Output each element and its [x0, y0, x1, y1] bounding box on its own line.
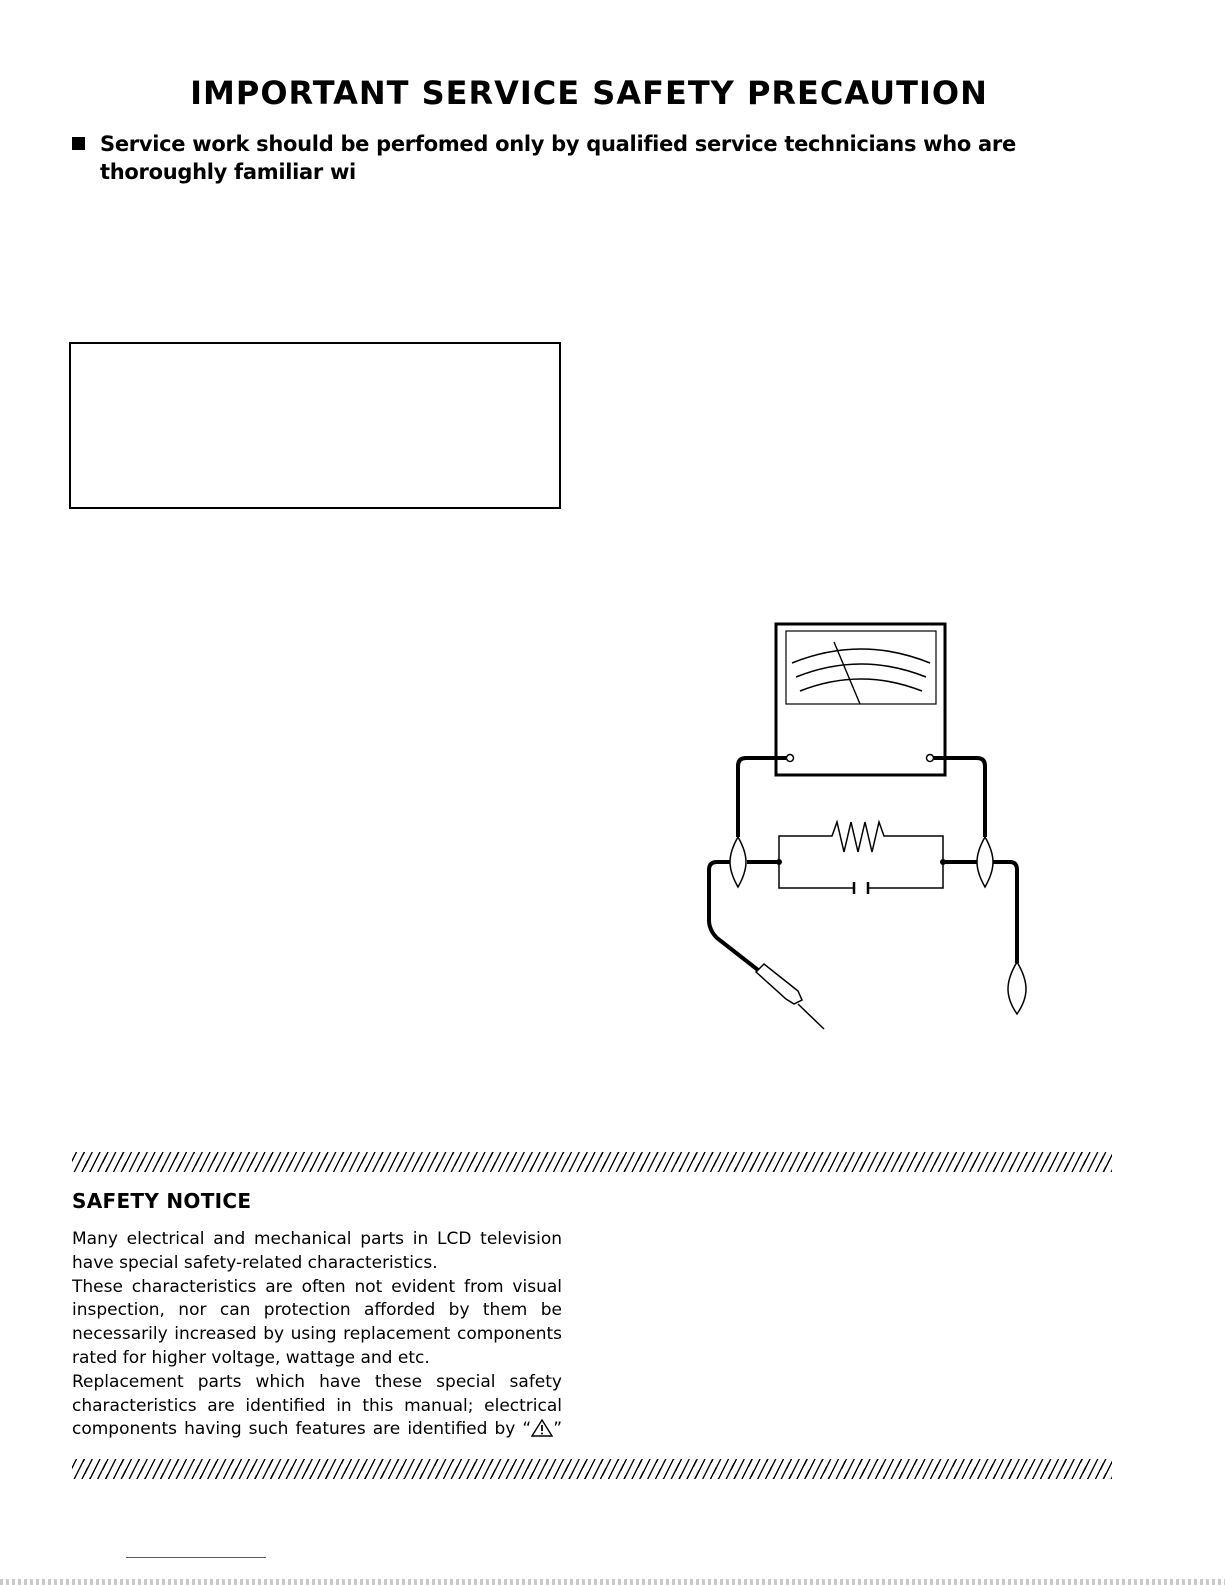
meter-face [786, 631, 936, 704]
ground-clip [1008, 962, 1026, 1014]
probe-body [756, 964, 802, 1004]
leakage-meter-diagram [690, 615, 1040, 1040]
notice-line: Replacement parts which have these special safety [72, 1371, 562, 1392]
notice-line: rated for higher voltage, wattage and etc. [72, 1347, 430, 1368]
meter-body [776, 624, 945, 775]
clip-left [730, 837, 746, 887]
intro-paragraph [72, 130, 1122, 186]
probe-tip [798, 1004, 824, 1029]
notice-line: necessarily increased by using replacement components [72, 1324, 562, 1345]
page-title: IMPORTANT SERVICE SAFETY PRECAUTION [190, 74, 988, 112]
notice-line: Many electrical and mechanical parts in LCD television [72, 1229, 562, 1249]
hatch-divider-top [72, 1152, 1112, 1172]
warning-triangle-icon [531, 1419, 553, 1437]
notice-line: characteristics are identified in this manual; electrical [72, 1395, 562, 1416]
meter-needle [834, 642, 860, 704]
notice-line-with-icon [72, 1418, 562, 1442]
notice-line-end: ” [553, 1419, 562, 1440]
clip-right [977, 837, 993, 887]
capacitor-branch [779, 862, 943, 888]
junction-right [941, 860, 946, 865]
resistor-branch [779, 822, 943, 862]
notice-line: inspection, nor can protection afforded by them be [72, 1300, 562, 1321]
lead-left-top [738, 758, 786, 837]
meter-terminal-left [787, 755, 794, 762]
junction-left [777, 860, 782, 865]
hatch-divider-bottom [72, 1459, 1112, 1479]
intro-text: Service work should be perfomed only by qualified service technicians who are thoroughly familiar wi [100, 132, 1016, 184]
meter-scale-arc-1 [792, 649, 930, 663]
meter-scale-arc-2 [796, 664, 926, 677]
lead-right-top [934, 758, 985, 837]
bullet-square-icon [72, 137, 85, 150]
meter-terminal-right [927, 755, 934, 762]
empty-notice-box [69, 342, 561, 509]
safety-notice-body [72, 1228, 562, 1442]
lead-right-bottom [993, 862, 1017, 963]
footer-link-underline[interactable] [126, 1557, 266, 1558]
meter-circuit-svg [690, 615, 1040, 1035]
meter-scale-arc-3 [800, 679, 922, 691]
notice-line: components having such features are identified by “ [72, 1419, 532, 1440]
notice-line: have special safety-related characteristics. [72, 1252, 438, 1273]
notice-line: These characteristics are often not evident from visual [72, 1276, 562, 1297]
page-bottom-edge [0, 1579, 1225, 1585]
safety-notice-heading: SAFETY NOTICE [72, 1189, 252, 1213]
